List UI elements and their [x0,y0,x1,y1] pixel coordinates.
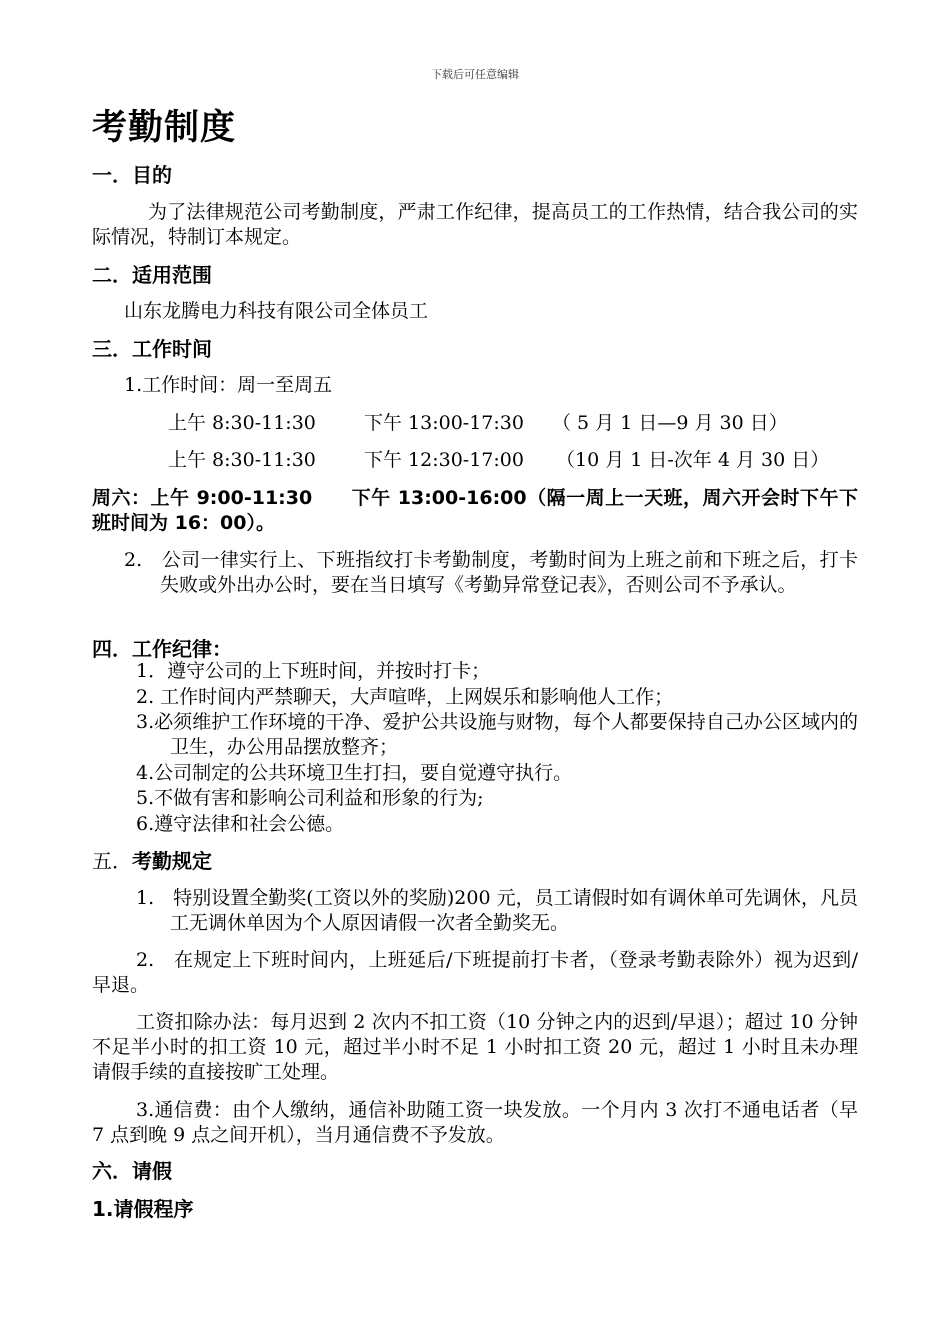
section-1-body: 为了法律规范公司考勤制度，严肃工作纪律，提高员工的工作热情，结合我公司的实际情况，特制订本规定。 [92,201,858,248]
schedule-summer-am: 上午 8:30-11:30 [168,412,316,434]
salary-deduction-rule: 工资扣除办法：每月迟到 2 次内不扣工资（10 分钟之内的迟到/早退）；超过 10 分钟不足半小时的扣工资 10 元，超过半小时不足 1 小时扣工资 20 元，超过 1 小时且未办理请假手续的直接按旷工处理。 [92,1011,858,1083]
section-6-heading: 六．请假 [92,1159,172,1183]
section-2-body: 山东龙腾电力科技有限公司全体员工 [124,300,429,322]
discipline-item: 2. 工作时间内严禁聊天，大声喧哗，上网娱乐和影响他人工作； [136,686,674,708]
discipline-item: 1．遵守公司的上下班时间，并按时打卡； [136,660,491,682]
attendance-rule-2: 2. 在规定上下班时间内，上班延后/下班提前打卡者，（登录考勤表除外）视为迟到/早退。 [92,949,858,996]
section-2-heading: 二．适用范围 [92,263,212,287]
attendance-rule-1: 1. 特别设置全勤奖(工资以外的奖励)200 元，员工请假时如有调休单可先调休，凡员工无调休单因为个人原因请假一次者全勤奖无。 [136,887,858,934]
work-time-item-1: 1.工作时间：周一至周五 [124,374,333,396]
section-1-heading: 一．目的 [92,163,172,187]
schedule-winter-pm: 下午 12:30-17:00 [364,449,524,471]
schedule-winter-period: （10 月 1 日-次年 4 月 30 日） [556,449,830,471]
discipline-item: 5.不做有害和影响公司利益和形象的行为; [136,787,484,809]
schedule-summer-pm: 下午 13:00-17:30 [364,412,524,434]
work-time-item-2: 2. 公司一律实行上、下班指纹打卡考勤制度，考勤时间为上班之前和下班之后，打卡失败或外出办公时，要在当日填写《考勤异常登记表》，否则公司不予承认。 [124,549,858,596]
section-5-number: 五． [92,849,132,873]
document-title: 考勤制度 [92,108,237,148]
section-5-heading [92,848,212,874]
section-4-heading: 四．工作纪律： [92,637,232,661]
attendance-rule-3: 3.通信费：由个人缴纳，通信补助随工资一块发放。一个月内 3 次打不通电话者（早 7 点到晚 9 点之间开机），当月通信费不予发放。 [92,1099,858,1146]
schedule-summer-period: （ 5 月 1 日—9 月 30 日） [552,412,788,434]
saturday-schedule: 周六：上午 9:00-11:30 下午 13:00-16:00（隔一周上一天班，周六开会时下午下班时间为 16：00）。 [92,487,858,534]
section-3-heading: 三．工作时间 [92,337,212,361]
section-5-label: 考勤规定 [132,849,212,873]
header-note: 下载后可任意编辑 [431,68,519,81]
schedule-winter-am: 上午 8:30-11:30 [168,449,316,471]
discipline-item: 4.公司制定的公共环境卫生打扫，要自觉遵守执行。 [136,762,573,784]
discipline-item: 6.遵守法律和社会公德。 [136,813,345,835]
discipline-item: 3.必须维护工作环境的干净、爱护公共设施与财物，每个人都要保持自己办公区域内的卫生，办公用品摆放整齐； [136,711,858,758]
leave-procedure-heading: 1.请假程序 [92,1197,194,1221]
